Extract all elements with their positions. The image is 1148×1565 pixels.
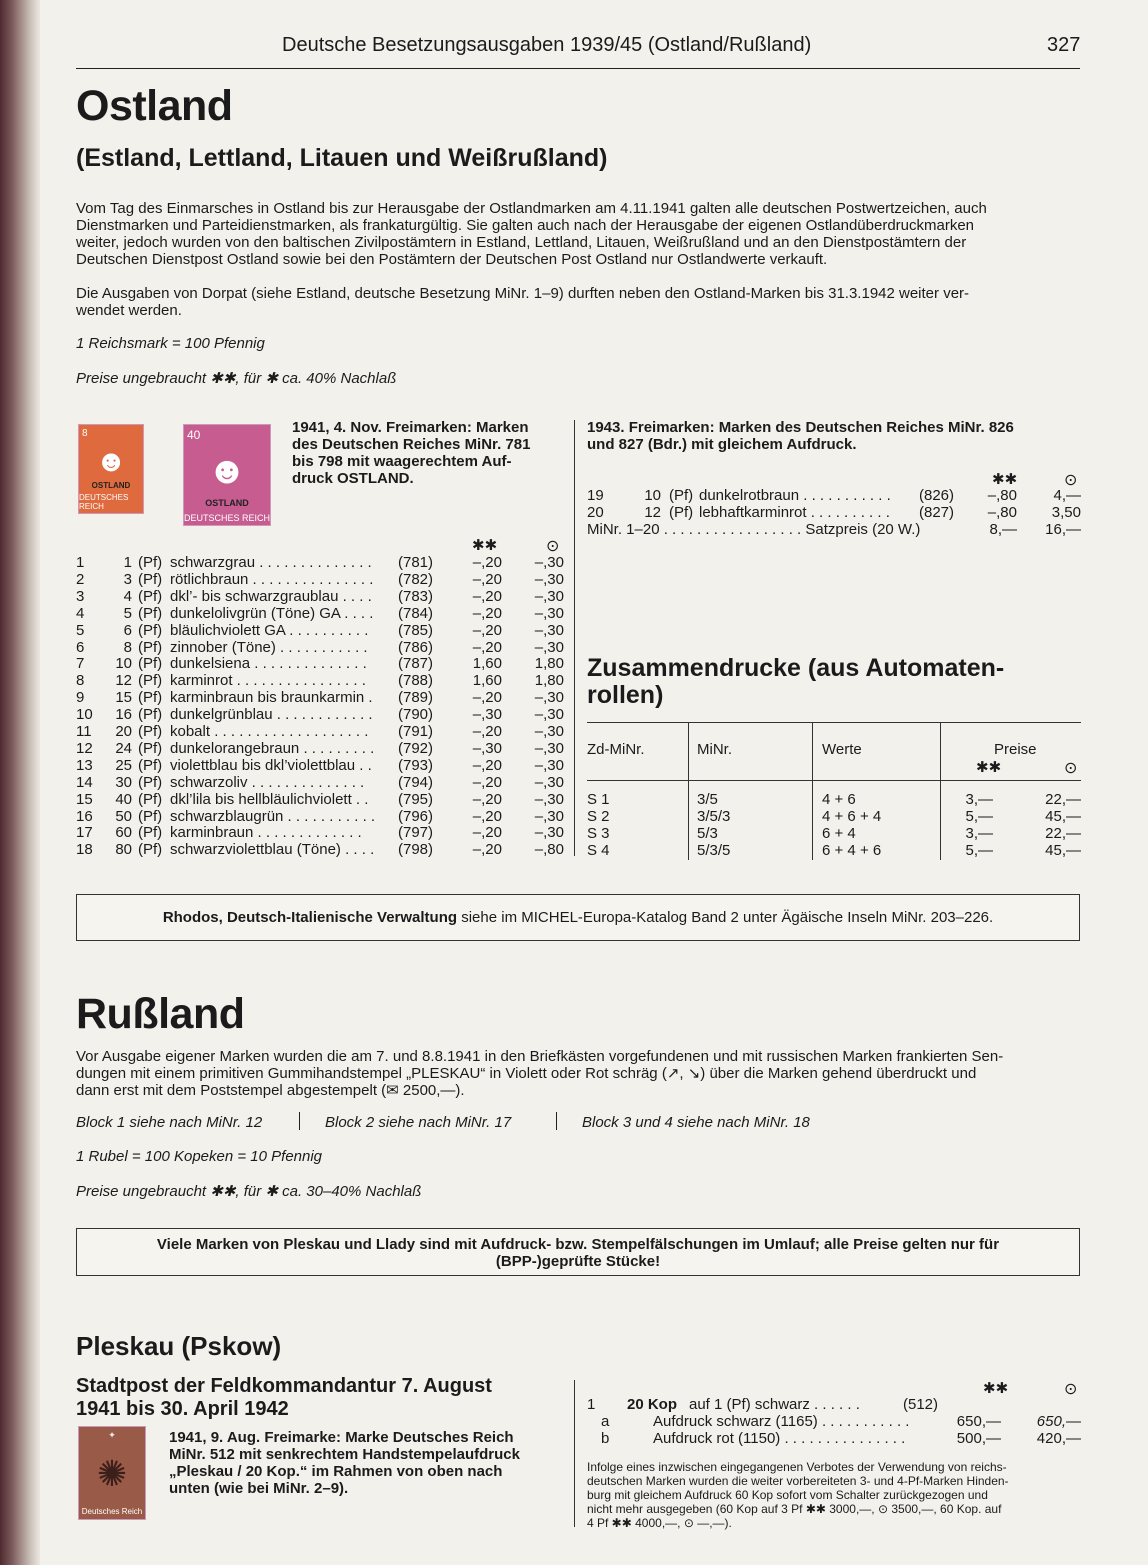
denomination: 15 [115,689,132,707]
pleskau-subtitle [76,1375,492,1421]
table-row [76,588,566,605]
minr-combination: 3/5/3 [697,808,731,825]
text-line: 1943. Freimarken: Marken des Deutschen Reiches MiNr. 826 [587,419,1014,436]
price-mint: 3,— [965,791,993,808]
issue-2-table [587,487,1081,521]
catalog-number: 6 [76,638,85,656]
unit: (Pf) [138,723,163,740]
catalog-number: 4 [76,604,85,622]
value-combination: 4 + 6 + 4 [822,808,882,825]
table-row [76,639,566,656]
text-line: und 827 (Bdr.) mit gleichem Aufdruck. [587,436,857,453]
catalog-number: 1 [76,554,85,571]
block-ref-1: Block 1 siehe nach MiNr. 12 [76,1114,263,1131]
combined-table [587,791,1081,861]
price-mint: –,20 [472,773,502,791]
stamp-value: 8 [82,428,88,439]
price-mint: –,20 [472,638,502,656]
color-description: schwarzgrau . . . . . . . . . . . . . . [170,554,372,571]
pleskau-title: Pleskau (Pskow) [76,1331,282,1361]
color-description: dunkelolivgrün (Töne) GA . . . . [170,604,374,622]
color-description: schwarzoliv . . . . . . . . . . . . . . [170,773,365,791]
color-description: karminbraun bis braunkarmin . [170,689,373,707]
block-ref-2: Block 2 siehe nach MiNr. 17 [325,1114,512,1131]
table-row [587,791,1081,808]
color-description: schwarzblaugrün . . . . . . . . . . . [170,807,376,825]
text-line: Zusammendrucke (aus Automaten- [587,654,1005,682]
minr-combination: 3/5 [697,791,718,808]
seal-icon: ✺ [96,1453,128,1494]
price-mint: 1,60 [472,655,502,673]
russland-intro [76,1048,1080,1099]
reference-number: (788) [398,672,434,690]
catalog-number: 7 [76,655,85,673]
table-row [587,504,1081,521]
pleskau-variant-rows [587,1413,1081,1447]
reference-number: (827) [919,504,955,521]
text-line: Die Ausgaben von Dorpat (siehe Estland, deutsche Besetzung MiNr. 1–9) durften neben den Ostland-Marken bis 31.3.1942 weiter ver- [76,285,970,302]
color-description: karminbraun . . . . . . . . . . . . . [170,824,362,842]
stamp-label: DEUTSCHES REICH [184,513,271,523]
pleskau-footnote [587,1460,1081,1530]
rhodos-notice-text: siehe im MICHEL-Europa-Katalog Band 2 unter Ägäische Inseln MiNr. 203–226. [457,909,994,926]
price-mint: 1,60 [472,672,502,690]
denomination: 30 [115,773,132,791]
unit: (Pf) [138,807,163,825]
variant-letter: a [601,1413,610,1430]
zd-number: S 2 [587,808,610,825]
text-line: bis 798 mit waagerechtem Auf- [292,453,512,470]
stamp-overprint: OSTLAND [205,498,249,508]
catalog-number: 3 [76,587,85,605]
table-row [76,808,566,825]
price-used: –,30 [534,638,564,656]
table-row [587,842,1081,859]
text-line: rollen) [587,681,664,709]
text-line: Stadtpost der Feldkommandantur 7. August [76,1375,492,1397]
denomination: 12 [644,504,661,521]
reference-number: (796) [398,807,434,825]
price-used: 1,80 [534,655,564,673]
denomination: 25 [115,756,132,774]
color-description: kobalt . . . . . . . . . . . . . . . . . . . [170,723,369,740]
table-row [587,487,1081,504]
denomination: 1 [123,554,132,571]
table-row [76,655,566,672]
value-combination: 4 + 6 [822,791,856,808]
table-row [76,757,566,774]
unit: (Pf) [138,773,163,791]
reference-number: (782) [398,570,434,588]
price-used: 3,50 [1051,504,1081,521]
combined-mint-header: ✱✱ [976,759,1002,776]
denomination: 4 [123,587,132,605]
column-divider [574,1380,575,1527]
unit: (Pf) [138,790,163,808]
prices-note: Preise ungebraucht ✱✱, für ✱ ca. 40% Nachlaß [76,370,397,387]
minr-combination: 5/3/5 [697,842,731,859]
reference-number: (789) [398,689,434,707]
denomination: 5 [123,604,132,622]
set-price-label: MiNr. 1–20 . . . . . . . . . . . . . . . . . Satzpreis (20 W.) [587,521,921,538]
unit: (Pf) [669,487,694,504]
color-description: bläulichviolett GA . . . . . . . . . . [170,621,369,639]
price-used: –,30 [534,790,564,808]
table-row [76,841,566,858]
text-line: des Deutschen Reiches MiNr. 781 [292,436,531,453]
issue-1-heading [292,419,564,487]
stamp-top: ✦ [108,1430,116,1440]
zd-number: S 1 [587,791,610,808]
reference-number: (790) [398,706,434,724]
running-header-title: Deutsche Besetzungsausgaben 1939/45 (Ostland/Rußland) [282,34,812,56]
price-mint: 3,— [965,825,993,842]
text-line: nicht mehr ausgegeben (60 Kop auf 3 Pf ✱✱ 3000,—, ⊙ 3500,—, 60 Kop. auf [587,1502,1002,1516]
set-price-used: 16,— [1045,521,1081,538]
reference-number: (795) [398,790,434,808]
color-description: dkl’- bis schwarzgraublau . . . . [170,587,372,605]
price-used: –,30 [534,604,564,622]
russland-currency: 1 Rubel = 100 Kopeken = 10 Pfennig [76,1148,323,1165]
pleskau-mint-header: ✱✱ [983,1380,1009,1397]
set-price-row [587,521,1081,538]
text-line: 4 Pf ✱✱ 4000,—, ⊙ —,—). [587,1516,732,1530]
variant-row [587,1430,1081,1447]
reference-number: (791) [398,723,434,740]
price-mint: –,20 [472,824,502,842]
text-line: deutschen Marken wurden die weiter vorbereiteten 3- und 4-Pf-Marken Hinden- [587,1474,1009,1488]
unit: (Pf) [138,739,163,757]
text-line: (BPP-)geprüfte Stücke! [495,1253,661,1270]
pleskau-issue-heading [169,1429,563,1497]
price-used: 4,— [1053,487,1081,504]
denomination: 16 [115,706,132,724]
reference-number: (798) [398,841,434,859]
table-row [76,791,566,808]
pleskau-stamp-image [78,1426,146,1520]
combined-header-preise: Preise [994,741,1037,758]
catalog-number: 14 [76,773,93,791]
price-mint: 500,— [956,1430,1001,1447]
price-mint: –,20 [472,790,502,808]
denomination: 10 [115,655,132,673]
text-line: „Pleskau / 20 Kop.“ im Rahmen von oben nach [169,1463,503,1480]
table-row [587,808,1081,825]
pleskau-main-row [587,1396,1081,1413]
catalog-number: 1 [587,1396,596,1413]
denomination: 60 [115,824,132,842]
text-line: Vor Ausgabe eigener Marken wurden die am 7. und 8.8.1941 in den Briefkästen vorgefundenen und mit russischen Marken frankierten Sen- [76,1048,1004,1065]
reference-number: (793) [398,756,434,774]
unit: (Pf) [138,570,163,588]
book-binding [0,0,40,1565]
denomination: 10 [644,487,661,504]
table-row [76,622,566,639]
description: auf 1 (Pf) schwarz . . . . . . [689,1396,860,1413]
catalog-number: 12 [76,739,93,757]
color-description: schwarzviolettblau (Töne) . . . . [170,841,375,859]
text-line: Infolge eines inzwischen eingegangenen Verbotes der Verwendung von reichs- [587,1460,1007,1474]
text-line: 1941, 4. Nov. Freimarken: Marken [292,419,529,436]
price-mint: –,20 [472,807,502,825]
price-used: –,30 [534,554,564,571]
table-row [76,554,566,571]
stamp-label: Deutsches Reich [81,1507,143,1516]
price-mint: –,20 [472,723,502,740]
price-used: –,30 [534,773,564,791]
price-used: –,30 [534,706,564,724]
table-rule [587,722,1081,723]
table-row [587,825,1081,842]
unit: (Pf) [138,706,163,724]
color-description: dunkelrotbraun . . . . . . . . . . . [699,487,891,504]
issue-1-table [76,554,566,860]
ostland-intro-2 [76,285,1080,319]
catalog-number: 5 [76,621,85,639]
mint-column-header: ✱✱ [472,537,498,554]
price-used: –,30 [534,723,564,740]
color-description: dunkelorangebraun . . . . . . . . . [170,739,375,757]
price-mint: –,20 [472,554,502,571]
color-description: dkl’lila bis hellbläulichviolett . . [170,790,369,808]
unit: (Pf) [138,756,163,774]
denomination: 12 [115,672,132,690]
denomination: 24 [115,739,132,757]
price-used: –,30 [534,570,564,588]
price-mint: –,20 [472,756,502,774]
price-used: 420,— [1036,1430,1081,1447]
catalog-number: 13 [76,756,93,774]
text-line: unten (wie bei MiNr. 2–9). [169,1480,349,1497]
catalog-number: 11 [76,723,92,740]
column-divider [574,420,575,856]
reference-number: (787) [398,655,434,673]
price-mint: –,30 [472,739,502,757]
price-mint: –,20 [472,621,502,639]
reference-number: (512) [903,1396,939,1413]
price-mint: –,20 [472,587,502,605]
table-row [76,740,566,757]
portrait-icon: ☻ [207,450,247,492]
price-used: –,30 [534,807,564,825]
zd-number: S 3 [587,825,610,842]
price-used: 45,— [1045,842,1081,859]
warning-box [76,1228,1080,1276]
reference-number: (792) [398,739,434,757]
denomination: 3 [123,570,132,588]
price-mint: 650,— [956,1413,1001,1430]
unit: (Pf) [138,638,163,656]
table-rule [587,780,1081,781]
table-row [76,605,566,622]
color-description: zinnober (Töne) . . . . . . . . . . . [170,638,368,656]
text-line: weiter, jedoch wurden von den baltischen Zivilpostämtern in Estland, Lettland, Litauen, Weißrußland und an den Dienstpostämtern der [76,234,967,251]
combined-title [587,655,1004,709]
variant-letter: b [601,1430,610,1447]
catalog-number: 20 [587,504,604,521]
price-used: 1,80 [534,672,564,690]
reference-number: (826) [919,487,955,504]
table-row [76,706,566,723]
section-subtitle-ostland: (Estland, Lettland, Litauen und Weißrußland) [76,144,608,172]
block-ref-3: Block 3 und 4 siehe nach MiNr. 18 [582,1114,810,1131]
value-combination: 6 + 4 + 6 [822,842,882,859]
price-mint: –,20 [472,570,502,588]
price-mint: –,20 [472,689,502,707]
combined-header-zdminr: Zd-MiNr. [587,741,645,758]
table-row [76,689,566,706]
reference-number: (797) [398,824,434,842]
color-description: rötlichbraun . . . . . . . . . . . . . . . [170,570,374,588]
catalog-number: 17 [76,824,93,842]
currency-note: 1 Reichsmark = 100 Pfennig [76,335,265,352]
text-line: druck OSTLAND. [292,470,414,487]
unit: (Pf) [138,621,163,639]
combined-used-header: ⊙ [1064,760,1078,777]
reference-number: (783) [398,587,434,605]
price-used: –,30 [534,689,564,707]
price-used: –,30 [534,824,564,842]
color-description: karminrot . . . . . . . . . . . . . . . . [170,672,366,690]
catalog-number: 10 [76,706,93,724]
price-mint: 5,— [965,808,993,825]
price-used: 22,— [1045,791,1081,808]
catalog-number: 15 [76,790,93,808]
denomination: 6 [123,621,132,639]
text-line: 1941 bis 30. April 1942 [76,1398,289,1420]
text-line: Vom Tag des Einmarsches in Ostland bis zur Herausgabe der Ostlandmarken am 4.11.1941 galten alle deutschen Postwertzeichen, auch [76,200,987,217]
table-row [76,723,566,740]
unit: (Pf) [138,655,163,673]
unit: (Pf) [138,554,163,571]
catalog-number: 18 [76,841,93,859]
denomination: 40 [115,790,132,808]
color-description: violettblau bis dkl’violettblau . . [170,756,372,774]
catalog-number: 9 [76,689,85,707]
section-title-russland: Rußland [76,990,245,1038]
price-mint: –,20 [472,841,502,859]
denomination: 20 Kop [627,1396,678,1413]
variant-row [587,1413,1081,1430]
catalog-number: 2 [76,570,85,588]
reference-number: (794) [398,773,434,791]
text-line: Deutschen Dienstpost Ostland sowie bei den Postämtern der Deutschen Post Ostland nur Ostlandwerte verkauft. [76,251,828,268]
price-mint: –,80 [987,504,1017,521]
used-column-header: ⊙ [546,538,560,555]
zd-number: S 4 [587,842,610,859]
text-line: burg mit gleichem Aufdruck 60 Kop sofort vom Schalter zurückgezogen und [587,1488,988,1502]
color-description: lebhaftkarminrot . . . . . . . . . . [699,504,890,521]
stamp-image-8pf [78,424,144,514]
denomination: 50 [115,807,132,825]
stamp-label: DEUTSCHES REICH [79,492,129,511]
mint-column-header: ✱✱ [992,471,1018,488]
price-used: 22,— [1045,825,1081,842]
catalog-number: 8 [76,672,85,690]
unit: (Pf) [138,604,163,622]
set-price-mint: 8,— [989,521,1017,538]
text-line: dann erst mit dem Poststempel abgestempelt (✉ 2500,—). [76,1082,465,1099]
russland-prices-note: Preise ungebraucht ✱✱, für ✱ ca. 30–40% Nachlaß [76,1183,422,1200]
price-used: 650,— [1036,1413,1081,1430]
combined-header-werte: Werte [822,741,862,758]
price-used: –,30 [534,739,564,757]
reference-number: (785) [398,621,434,639]
price-used: –,30 [534,756,564,774]
value-combination: 6 + 4 [822,825,856,842]
section-title-ostland: Ostland [76,82,233,130]
issue-2-heading [587,419,1081,453]
table-row [76,774,566,791]
ostland-intro-1 [76,200,1080,268]
price-used: 45,— [1045,808,1081,825]
rhodos-link-text[interactable]: Rhodos, Deutsch-Italienische Verwaltung [162,909,458,926]
table-row [76,672,566,689]
used-column-header: ⊙ [1064,472,1078,489]
reference-number: (781) [398,554,434,571]
unit: (Pf) [138,587,163,605]
stamp-value: 40 [187,428,201,442]
color-description: dunkelsiena . . . . . . . . . . . . . . [170,655,367,673]
text-line: wendet werden. [76,302,182,319]
text-line: Viele Marken von Pleskau und Llady sind mit Aufdruck- bzw. Stempelfälschungen im Umlauf; alle Preise gelten nur für [156,1236,1000,1253]
denomination: 20 [115,723,132,740]
catalog-number: 16 [76,807,93,825]
unit: (Pf) [138,824,163,842]
unit: (Pf) [138,672,163,690]
combined-header-minr: MiNr. [697,741,732,758]
price-mint: –,80 [987,487,1017,504]
reference-number: (784) [398,604,434,622]
minr-combination: 5/3 [697,825,718,842]
pleskau-used-header: ⊙ [1064,1381,1078,1398]
unit: (Pf) [138,689,163,707]
variant-description: Aufdruck schwarz (1165) . . . . . . . . . . . [653,1413,910,1430]
rhodos-notice-box [76,894,1080,941]
reference-number: (786) [398,638,434,656]
header-rule [76,68,1080,69]
table-row [76,824,566,841]
price-mint: 5,— [965,842,993,859]
portrait-icon: ☻ [95,444,127,478]
page-number: 327 [1047,34,1081,56]
unit: (Pf) [669,504,694,521]
stamp-overprint: OSTLAND [91,481,131,491]
denomination: 80 [115,841,132,859]
variant-description: Aufdruck rot (1150) . . . . . . . . . . . . . . . [653,1430,906,1447]
unit: (Pf) [138,841,163,859]
price-mint: –,20 [472,604,502,622]
price-used: –,30 [534,587,564,605]
price-used: –,80 [534,841,564,859]
color-description: dunkelgrünblau . . . . . . . . . . . . [170,706,373,724]
catalog-number: 19 [587,487,604,504]
text-line: Dienstmarken und Parteidienstmarken, als frankaturgültig. Sie galten auch nach der Herausgabe der eigenen Ostlandüberdruckmarken [76,217,975,234]
price-mint: –,30 [472,706,502,724]
text-line: 1941, 9. Aug. Freimarke: Marke Deutsches Reich [169,1429,514,1446]
text-line: dungen mit einem primitiven Gummihandstempel „PLESKAU“ in Violett oder Rot schräg (↗, ↘) über die Marken gehend überdruckt und [76,1065,977,1082]
text-line: MiNr. 512 mit senkrechtem Handstempelaufdruck [169,1446,520,1463]
separator [299,1112,300,1130]
table-row [76,571,566,588]
denomination: 8 [123,638,132,656]
price-used: –,30 [534,621,564,639]
separator [556,1112,557,1130]
stamp-image-40pf [183,424,271,526]
